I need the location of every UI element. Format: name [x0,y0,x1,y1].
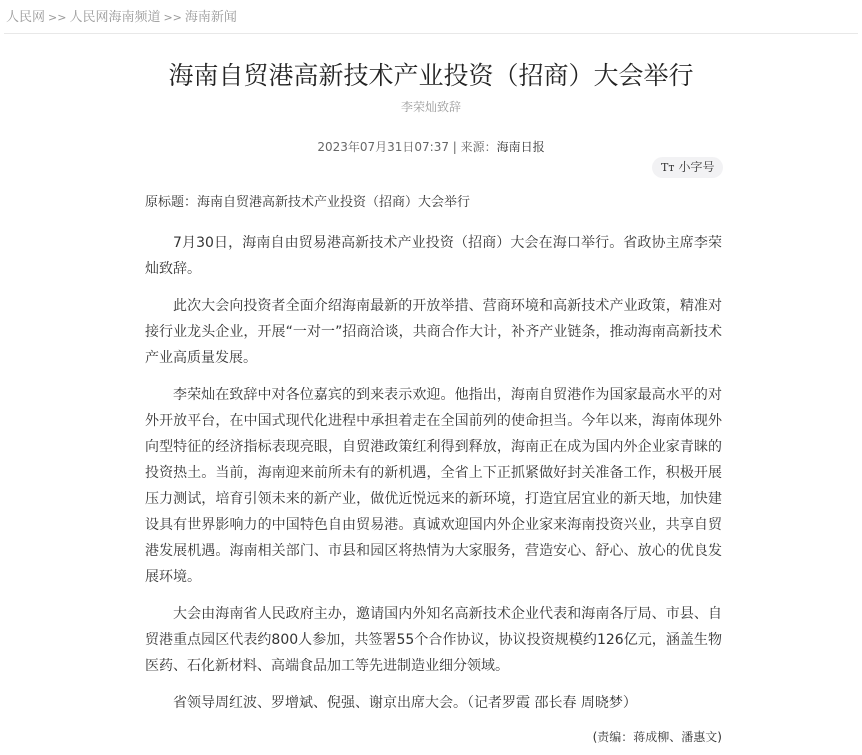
text-size-icon: Tт [661,161,675,174]
page-title: 海南自贸港高新技术产业投资（招商）大会举行 [168,61,694,90]
breadcrumb-link-hainan-channel[interactable]: 人民网海南频道 [69,10,161,25]
breadcrumb-separator: >> [163,11,182,24]
breadcrumb-link-people[interactable]: 人民网 [6,10,46,25]
article-subtitle: 李荣灿致辞 [400,100,461,114]
publish-datetime: 2023年07月31日07:37 [317,140,449,154]
source-label: 来源： [460,140,497,154]
editor-credit: (责编：蒋成柳、潘惠文) [592,730,722,744]
font-size-toggle-label: 小字号 [678,160,715,174]
article-paragraph: 此次大会向投资者全面介绍海南最新的开放举措、营商环境和高新技术产业政策，精准对接行业龙头企业，开展“一对一”招商洽谈，共商合作大计，补齐产业链条，推动海南高新技术产业高质量发展。 [145,298,722,366]
source-link[interactable]: 海南日报 [496,140,545,154]
article-paragraph: 李荣灿在致辞中对各位嘉宾的到来表示欢迎。他指出，海南自贸港作为国家最高水平的对外开放平台，在中国式现代化进程中承担着走在全国前列的使命担当。今年以来，海南体现外向型特征的经济指标表现亮眼，自贸港政策红利得到释放，海南正在成为国内外企业家青睐的投资热土。当前，海南迎来前所未有的新机遇，全省上下正抓紧做好封关准备工作，积极开展压力测试，培育引领未来的新产业，做优近悦远来的新环境，打造宜居宜业的新天地，加快建设具有世界影响力的中国特色自由贸易港。真诚欢迎国内外企业家来海南投资兴业，共享自贸港发展机遇。海南相关部门、市县和园区将热情为大家服务，营造安心、舒心、放心的优良发展环境。 [145,387,722,585]
article-paragraph: 省领导周红波、罗增斌、倪强、谢京出席大会。（记者罗霞 邵长春 周晓梦） [173,695,637,711]
article-body [145,0,722,755]
article-paragraph: 大会由海南省人民政府主办，邀请国内外知名高新技术企业代表和海南各厅局、市县、自贸港重点园区代表约800人参加，共签署55个合作协议，协议投资规模约126亿元，涵盖生物医药、石化新材料、高端食品加工等先进制造业细分领域。 [145,606,722,674]
article-meta: 2023年07月31日07:37 | 来源：海南日报 [317,140,545,154]
article-paragraph: 7月30日，海南自由贸易港高新技术产业投资（招商）大会在海口举行。省政协主席李荣灿致辞。 [145,235,722,277]
breadcrumb-link-hainan-news[interactable]: 海南新闻 [184,10,237,25]
original-title: 原标题：海南自贸港高新技术产业投资（招商）大会举行 [145,195,471,210]
breadcrumb-separator: >> [48,11,67,24]
